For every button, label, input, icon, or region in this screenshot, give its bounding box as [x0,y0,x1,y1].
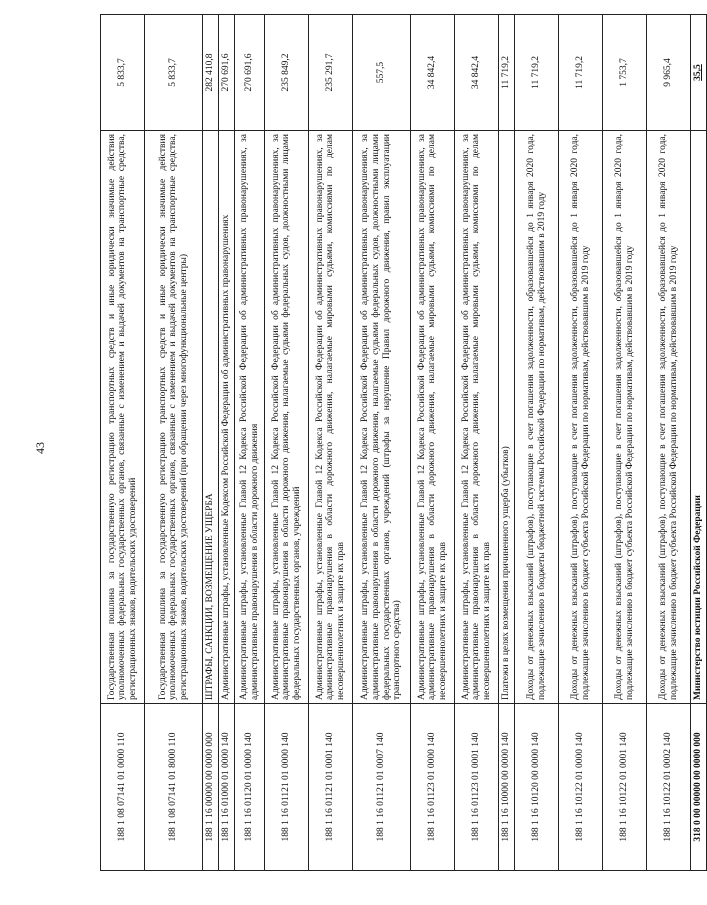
code-cell: 188 1 16 10122 01 0001 140 [603,704,647,871]
table-row [219,15,235,871]
table-row [265,15,309,871]
name-cell: Административные штрафы, установленные Главой 12 Кодекса Российской Федерации об административных правонарушениях, за административные правонарушения в области дорожного движения, налагаемые судьями федеральных судов, должностными лицами федеральных государственных органов, учреждений (штрафы за нарушение Правил дорожного движения, правил эксплуатации транспортного средства) [353,131,411,704]
code-cell: 188 1 16 01123 01 0000 140 [411,704,455,871]
sum-cell: 5 833,7 [145,15,203,131]
page-number: 43 [33,442,47,454]
sum-cell: 5 833,7 [101,15,145,131]
name-cell: Административные штрафы, установленные Главой 12 Кодекса Российской Федерации об административных правонарушениях, за административные правонарушения в области дорожного движения, налагаемые судьями федеральных судов, должностными лицами федеральных государственных органов, учреждений [265,131,309,704]
sum-cell: 235 849,2 [265,15,309,131]
code-cell: 188 1 16 01123 01 0001 140 [455,704,499,871]
code-cell: 188 1 16 10120 00 0000 140 [515,704,559,871]
table-row [353,15,411,871]
rotated-page-content [100,36,704,871]
table-row [411,15,455,871]
table-row [515,15,559,871]
code-cell: 188 1 16 10122 01 0002 140 [647,704,691,871]
name-cell: Доходы от денежных взысканий (штрафов), поступающие в счет погашения задолженности, образовавшейся до 1 января 2020 года, подлежащие зачислению в бюджеты бюджетной системы Российской Федерации по нормативам, действовавшим в 2019 году [515,131,559,704]
table-row [455,15,499,871]
code-cell: 188 1 16 01121 01 0000 140 [265,704,309,871]
table-row [203,15,219,871]
sum-cell: 11 719,2 [499,15,515,131]
code-cell: 188 1 16 01121 01 0001 140 [309,704,353,871]
code-cell: 188 1 16 01000 01 0000 140 [219,704,235,871]
table-row [559,15,603,871]
name-cell: Министерство юстиции Российской Федерации [691,131,707,704]
sum-cell: 270 691,6 [219,15,235,131]
revenue-table [100,14,707,871]
table-body [101,15,707,871]
code-cell: 188 1 08 07141 01 0000 110 [101,704,145,871]
name-cell: Доходы от денежных взысканий (штрафов), поступающие в счет погашения задолженности, образовавшейся до 1 января 2020 года, подлежащие зачислению в бюджет субъекта Российской Федерации по нормативам, действовавшим в 2019 году [559,131,603,704]
name-cell: Административные штрафы, установленные Кодексом Российской Федерации об административных правонарушениях [219,131,235,704]
code-cell: 318 0 00 00000 00 0000 000 [691,704,707,871]
table-row [145,15,203,871]
name-cell: Доходы от денежных взысканий (штрафов), поступающие в счет погашения задолженности, образовавшейся до 1 января 2020 года, подлежащие зачислению в бюджет субъекта Российской Федерации по нормативам, действовавшим в 2019 году [647,131,691,704]
name-cell: ШТРАФЫ, САНКЦИИ, ВОЗМЕЩЕНИЕ УЩЕРБА [203,131,219,704]
sum-cell: 270 691,6 [235,15,265,131]
sum-cell: 34 842,4 [455,15,499,131]
code-cell: 188 1 16 00000 00 0000 000 [203,704,219,871]
code-cell: 188 1 16 01120 01 0000 140 [235,704,265,871]
sum-cell: 9 965,4 [647,15,691,131]
table-row [647,15,691,871]
table-row [309,15,353,871]
name-cell: Государственная пошлина за государственную регистрацию транспортных средств и иные юридически значимые действия уполномоченных федеральных государственных органов, связанные с изменением и выдачей документов на транспортные средства, регистрационных знаков, водительских удостоверений [101,131,145,704]
sum-cell: 557,5 [353,15,411,131]
sum-cell: 282 410,8 [203,15,219,131]
name-cell: Административные штрафы, установленные Главой 12 Кодекса Российской Федерации об административных правонарушениях, за административные правонарушения в области дорожного движения, налагаемые мировыми судьями, комиссиями по делам несовершеннолетних и защите их прав [411,131,455,704]
name-cell: Административные штрафы, установленные Главой 12 Кодекса Российской Федерации об административных правонарушениях, за административные правонарушения в области дорожного движения, налагаемые мировыми судьями, комиссиями по делам несовершеннолетних и защите их прав [455,131,499,704]
name-cell: Платежи в целях возмещения причиненного ущерба (убытков) [499,131,515,704]
table-row [499,15,515,871]
sum-cell: 11 719,2 [559,15,603,131]
code-cell: 188 1 16 10122 01 0000 140 [559,704,603,871]
sum-cell: 11 719,2 [515,15,559,131]
sum-cell: 1 753,7 [603,15,647,131]
name-cell: Административные штрафы, установленные Главой 12 Кодекса Российской Федерации об административных правонарушениях, за административные правонарушения в области дорожного движения, налагаемые мировыми судьями, комиссиями по делам несовершеннолетних и защите их прав [309,131,353,704]
code-cell: 188 1 16 01121 01 0007 140 [353,704,411,871]
name-cell: Доходы от денежных взысканий (штрафов), поступающие в счет погашения задолженности, образовавшейся до 1 января 2020 года, подлежащие зачислению в бюджет субъекта Российской Федерации по нормативам, действовавшим в 2019 году [603,131,647,704]
table-row [101,15,145,871]
code-cell: 188 1 08 07141 01 8000 110 [145,704,203,871]
table-row [603,15,647,871]
name-cell: Государственная пошлина за государственную регистрацию транспортных средств и иные юридически значимые действия уполномоченных федеральных государственных органов, связанные с изменением и выдачей документов на транспортные средства, регистрационных знаков, водительских удостоверений (при обращении через многофункциональные центры) [145,131,203,704]
table-row [235,15,265,871]
code-cell: 188 1 16 10000 00 0000 140 [499,704,515,871]
sum-cell: 35,5 [691,15,707,131]
sum-cell: 34 842,4 [411,15,455,131]
table-row [691,15,707,871]
sum-cell: 235 291,7 [309,15,353,131]
name-cell: Административные штрафы, установленные Главой 12 Кодекса Российской Федерации об административных правонарушениях, за административные правонарушения в области дорожного движения [235,131,265,704]
